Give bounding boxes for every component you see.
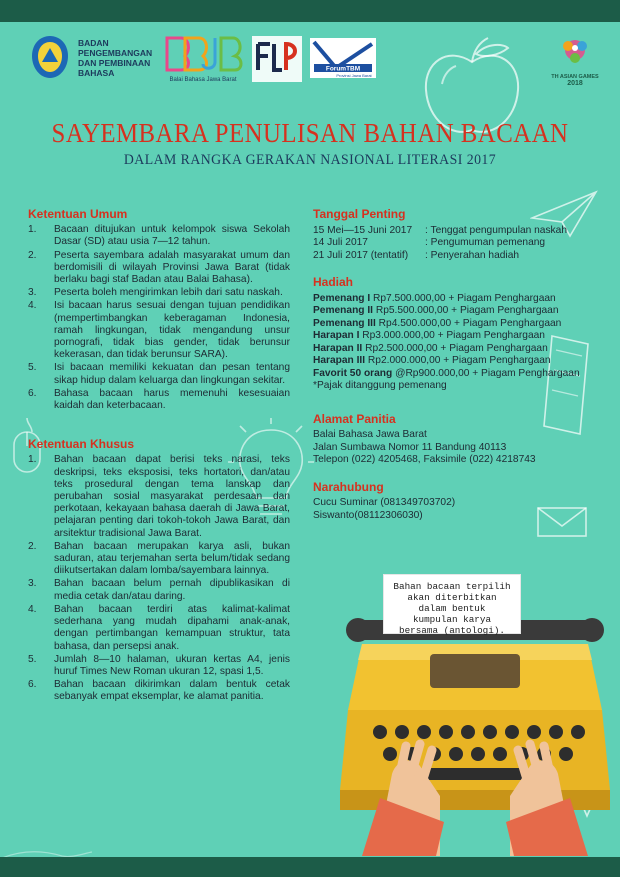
item-number: 2. xyxy=(28,540,37,552)
kemdikbud-logo xyxy=(30,34,70,80)
date-value: 14 Juli 2017 xyxy=(313,237,368,248)
item-text: Isi bacaan memiliki kekuatan dan pesan tentang sikap hidup dalam keluarga dan lingkungan sekitar. xyxy=(54,362,290,386)
list-item xyxy=(28,300,290,361)
bbjb-caption: Balai Bahasa Jawa Barat xyxy=(169,77,237,83)
prize-label: Pemenang II xyxy=(313,305,374,316)
date-event: : Penyerahan hadiah xyxy=(425,249,520,261)
paper-line: bersama (antologi). xyxy=(398,625,505,636)
item-number: 1. xyxy=(28,454,37,466)
asian-games-logo xyxy=(550,34,600,88)
prize-row xyxy=(313,330,603,343)
list-item xyxy=(28,679,290,703)
list-item xyxy=(28,287,290,299)
prize-row xyxy=(313,293,603,306)
item-text: Jumlah 8—10 halaman, ukuran kertas A4, jenis huruf Times New Roman ukuran 12, spasi 1,5. xyxy=(54,653,290,677)
item-number: 5. xyxy=(28,362,37,374)
paper-line: dalam bentuk xyxy=(418,603,486,614)
ftbm-name: ForumTBM xyxy=(325,65,361,73)
bbjb-logo xyxy=(163,34,243,84)
item-number: 1. xyxy=(28,224,37,236)
narahubung-section xyxy=(313,481,603,523)
item-text: Bahan bacaan dikirimkan dalam bentuk cetak sebanyak empat eksemplar, ke alamat panitia. xyxy=(54,679,290,703)
item-text: Bahan bacaan terdiri atas kalimat-kalimat sederhana yang mudah dipahami anak-anak, dengan pertimbangan kemampuan struktur, tata bahasa, dan persepsi anak. xyxy=(54,603,290,652)
prize-value: Rp5.500.000,00 + Piagam Penghargaan xyxy=(373,305,559,316)
list-item xyxy=(28,578,290,602)
paper-line: kumpulan karya xyxy=(412,614,492,625)
date-value: 21 Juli 2017 (tentatif) xyxy=(313,249,409,261)
prize-label: Harapan II xyxy=(313,342,363,354)
ketentuan-umum-heading: Ketentuan Umum xyxy=(28,207,128,221)
right-column xyxy=(313,208,603,536)
prize-row xyxy=(313,343,603,356)
item-text: Bacaan ditujukan untuk kelompok siswa Sekolah Dasar (SD) atau usia 7—12 tahun. xyxy=(54,224,290,248)
list-item xyxy=(28,224,290,248)
item-text: Bahan bacaan belum pernah dipublikasikan di media cetak dan/atau daring. xyxy=(54,578,290,602)
item-number: 5. xyxy=(28,653,37,665)
date-row xyxy=(313,250,603,263)
poster-title: SAYEMBARA PENULISAN BAHAN BACAAN xyxy=(51,118,569,148)
item-text: Bahasa bacaan harus memenuhi kesesuaian kaidah dan keterbacaan. xyxy=(54,387,290,412)
prize-note: *Pajak ditanggung pemenang xyxy=(313,380,447,391)
asian-games-emblem xyxy=(550,34,600,68)
date-value: 15 Mei—15 Juni 2017 xyxy=(313,224,413,236)
bottom-bar xyxy=(0,857,620,877)
date-row xyxy=(313,225,603,238)
date-event: : Pengumuman pemenang xyxy=(425,237,546,248)
prize-value: Rp4.500.000,00 + Piagam Penghargaan xyxy=(375,317,562,329)
org-line: DAN PEMBINAAN xyxy=(78,58,151,68)
list-item xyxy=(28,654,290,678)
list-item xyxy=(28,454,290,539)
flp-logo xyxy=(252,36,302,82)
contact-line: Cucu Suminar (081349703702) xyxy=(313,497,456,508)
paper-line: akan diterbitkan xyxy=(407,592,497,603)
logo-strip xyxy=(30,34,600,87)
list-item xyxy=(28,388,290,412)
prize-value: Rp3.000.000,00 + Piagam Penghargaan xyxy=(359,330,545,341)
list-item xyxy=(28,541,290,578)
asian-games-text: TH ASIAN GAMES xyxy=(551,74,599,80)
item-number: 3. xyxy=(28,287,37,299)
item-text: Isi bacaan harus sesuai dengan tujuan pendidikan (mempertimbangkan keberagaman Indonesia, ramah lingkungan, tidak mengandung unsur pornografi, tidak bias gender, tidak berunsur kekerasan, dan tidak berunsur SARA). xyxy=(54,300,290,361)
alamat-heading: Alamat Panitia xyxy=(313,411,396,426)
tanggal-penting-heading: Tanggal Penting xyxy=(313,207,406,221)
top-bar xyxy=(0,0,620,22)
paper-sheet xyxy=(384,575,520,636)
prize-value: @Rp900.000,00 + Piagam Penghargaan xyxy=(392,367,580,379)
prize-row xyxy=(313,355,603,368)
asian-games-caption xyxy=(550,74,600,88)
item-number: 4. xyxy=(28,300,37,312)
alamat-section xyxy=(313,413,603,467)
item-text: Peserta boleh mengirimkan lebih dari satu naskah. xyxy=(54,287,283,299)
org-line: BAHASA xyxy=(78,68,115,78)
prize-label: Favorit 50 orang xyxy=(313,367,393,379)
list-item xyxy=(28,362,290,386)
item-number: 6. xyxy=(28,679,37,691)
ketentuan-khusus-list xyxy=(28,454,290,703)
item-number: 3. xyxy=(28,578,37,590)
prize-row xyxy=(313,318,603,331)
ketentuan-umum-list xyxy=(28,224,290,412)
item-text: Bahan bacaan dapat berisi teks narasi, teks deskripsi, teks eksposisi, teks hortatori, dan/atau teks prosedural dengan tema lanskap dan perubahan sosial masyarakat perdesaan dan perkotaan, kekayaan bahasa daerah di Jawa Barat, pelajaran penting dari tokoh-tokoh Jawa Barat, dan arsitektur tradisional Jawa Barat. xyxy=(54,454,290,539)
date-row xyxy=(313,237,603,250)
ketentuan-khusus-heading: Ketentuan Khusus xyxy=(28,437,135,452)
prize-row xyxy=(313,305,603,318)
address-line: Telepon (022) 4205468, Faksimile (022) 4218743 xyxy=(313,454,536,465)
prize-label: Harapan I xyxy=(313,330,360,341)
item-number: 4. xyxy=(28,603,37,615)
prize-label: Harapan III xyxy=(313,355,366,366)
left-column xyxy=(28,208,290,705)
prize-label: Pemenang I xyxy=(313,292,371,304)
prize-row xyxy=(313,368,603,381)
address-line: Balai Bahasa Jawa Barat xyxy=(313,429,427,440)
address-line: Jalan Sumbawa Nomor 11 Bandung 40113 xyxy=(313,441,507,453)
paper-note xyxy=(384,581,520,636)
prize-value: Rp2.000.000,00 + Piagam Penghargaan xyxy=(365,355,551,366)
asian-games-year: 2018 xyxy=(567,80,583,87)
prize-value: Rp2.500.000,00 + Piagam Penghargaan xyxy=(362,342,548,354)
item-number: 6. xyxy=(28,387,37,399)
contact-line: Siswanto(08112306030) xyxy=(313,509,423,521)
hadiah-section xyxy=(313,276,603,393)
list-item xyxy=(28,604,290,653)
tanggal-penting-section xyxy=(313,208,603,262)
poster-subtitle: DALAM RANGKA GERAKAN NASIONAL LITERASI 2017 xyxy=(123,152,497,168)
item-text: Peserta sayembara adalah masyarakat umum dan berdomisili di wilayah Provinsi Jawa Barat (tidak berlaku bagi staf Badan atau Balai Bahasa). xyxy=(54,249,290,286)
item-text: Bahan bacaan merupakan karya asli, bukan saduran, atau terjemahan serta belum/tidak sedang diikutsertakan dalam lomba/sayembara lainnya. xyxy=(54,540,290,577)
date-event: : Tenggat pengumpulan naskah xyxy=(425,224,567,236)
prize-label: Pemenang III xyxy=(313,317,376,329)
prize-value: Rp7.500.000,00 + Piagam Penghargaan xyxy=(370,292,556,304)
hadiah-heading: Hadiah xyxy=(313,275,354,289)
forum-tbm-logo xyxy=(310,38,376,78)
narahubung-heading: Narahubung xyxy=(313,479,384,494)
ftbm-caption: Provinsi Jawa Barat xyxy=(336,73,372,78)
org-line: BADAN xyxy=(78,38,109,48)
item-number: 2. xyxy=(28,249,37,261)
list-item xyxy=(28,250,290,287)
org-line: PENGEMBANGAN xyxy=(78,48,153,58)
paper-line: Bahan bacaan terpilih xyxy=(393,581,511,592)
